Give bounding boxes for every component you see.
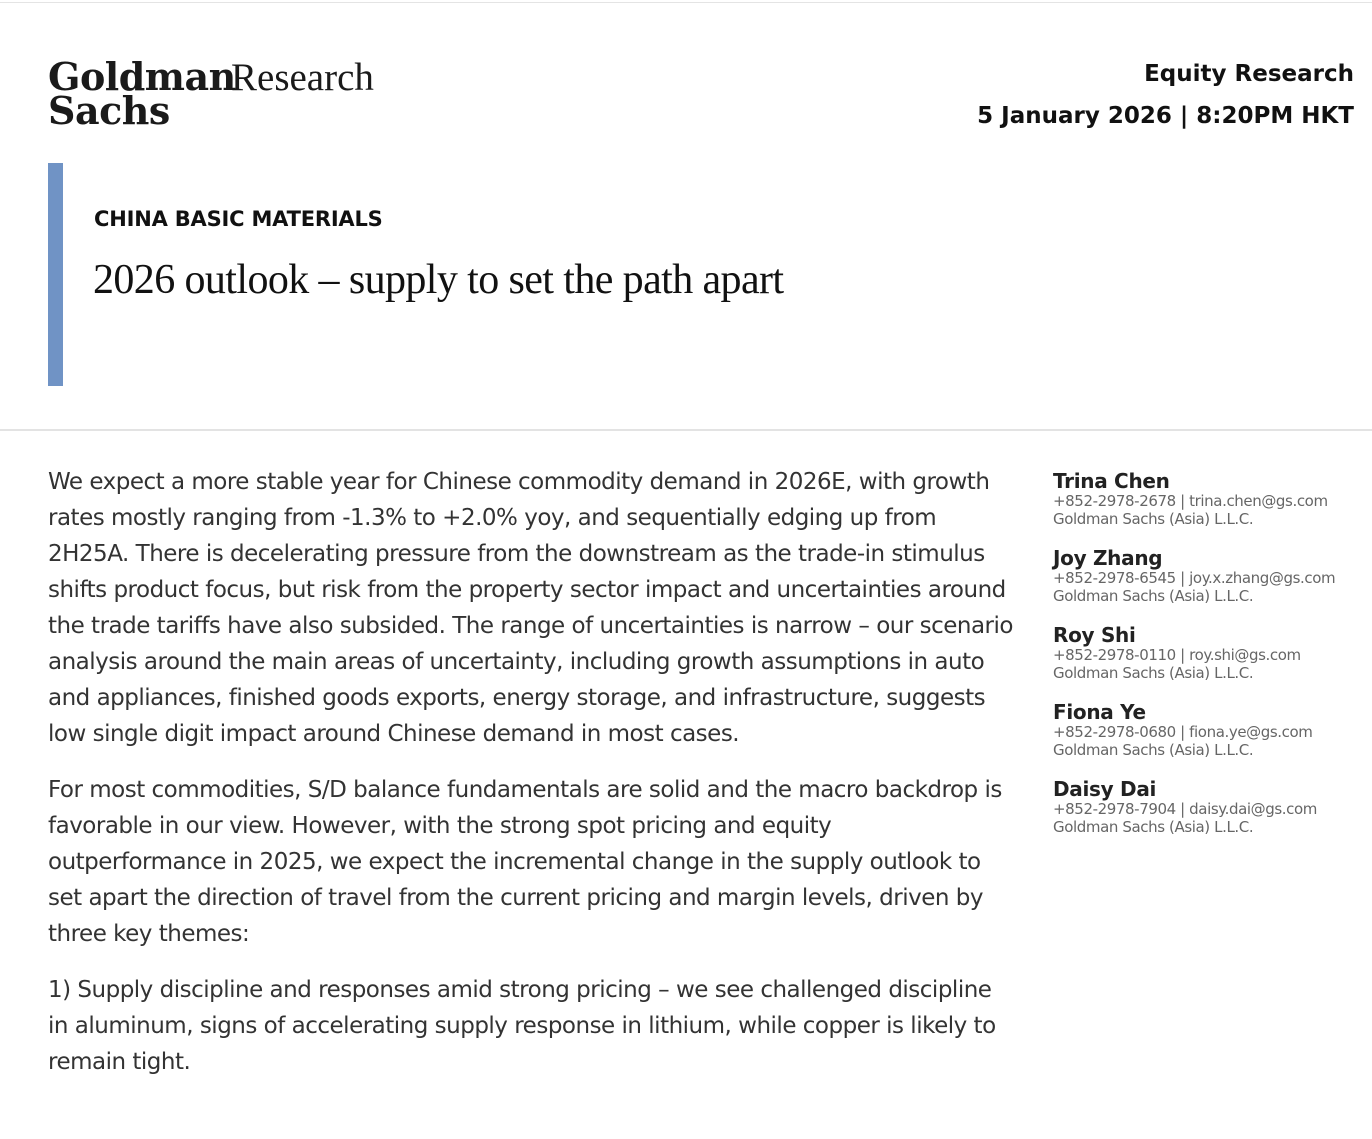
section-divider [0,429,1372,431]
summary-paragraph: We expect a more stable year for Chinese commodity demand in 2026E, with growth rates mostly ranging from -1.3% to +2.0% yoy, and sequentially edging up from 2H25A. There is decelerating pressure from the downstream as the trade-in stimulus shifts product focus, but risk from the property sector impact and uncertainties around the trade tariffs have also subsided. The range of uncertainties is narrow – our scenario analysis around the main areas of uncertainty, including growth assumptions in auto and appliances, finished goods exports, energy storage, and infrastructure, suggests low single digit impact around Chinese demand in most cases. [48,469,1013,747]
author-contact[interactable]: +852-2978-0110 | roy.shi@gs.com [1053,646,1301,664]
author-name: Trina Chen [1053,469,1170,493]
author-contact[interactable]: +852-2978-7904 | daisy.dai@gs.com [1053,800,1317,818]
author-contact[interactable]: +852-2978-6545 | joy.x.zhang@gs.com [1053,569,1336,587]
publish-datetime: 5 January 2026 | 8:20PM HKT [977,103,1354,129]
author-entry [1053,547,1363,605]
report-summary [48,464,1013,1100]
author-firm: Goldman Sachs (Asia) L.L.C. [1053,587,1254,605]
logo-line-goldman: Goldman [48,54,236,99]
author-name: Joy Zhang [1053,546,1163,570]
author-contact[interactable]: +852-2978-0680 | fiona.ye@gs.com [1053,723,1313,741]
report-title: 2026 outlook – supply to set the path apart [93,257,784,303]
author-entry [1053,624,1363,682]
author-list [1053,470,1363,855]
author-firm: Goldman Sachs (Asia) L.L.C. [1053,664,1254,682]
author-name: Daisy Dai [1053,777,1157,801]
report-meta [977,58,1354,132]
author-contact[interactable]: +852-2978-2678 | trina.chen@gs.com [1053,492,1328,510]
author-firm: Goldman Sachs (Asia) L.L.C. [1053,741,1254,759]
summary-paragraph: 1) Supply discipline and responses amid strong pricing – we see challenged discipline in aluminum, signs of accelerating supply response in lithium, while copper is likely to remain tight. [48,977,996,1075]
goldman-sachs-logo [48,54,236,133]
logo-research-label: Research [231,56,374,99]
author-name: Roy Shi [1053,623,1136,647]
author-entry [1053,701,1363,759]
title-accent-bar [48,163,63,386]
department-label: Equity Research [1144,61,1354,87]
summary-paragraph: For most commodities, S/D balance fundamentals are solid and the macro backdrop is favorable in our view. However, with the strong spot pricing and equity outperformance in 2025, we expect the incremental change in the supply outlook to set apart the direction of travel from the current pricing and margin levels, driven by three key themes: [48,777,1002,947]
author-entry [1053,470,1363,528]
author-name: Fiona Ye [1053,700,1146,724]
author-firm: Goldman Sachs (Asia) L.L.C. [1053,510,1254,528]
sector-label: CHINA BASIC MATERIALS [94,207,383,231]
author-entry [1053,778,1363,836]
top-divider [0,2,1372,3]
author-firm: Goldman Sachs (Asia) L.L.C. [1053,818,1254,836]
logo-line-sachs: Sachs [48,88,170,133]
